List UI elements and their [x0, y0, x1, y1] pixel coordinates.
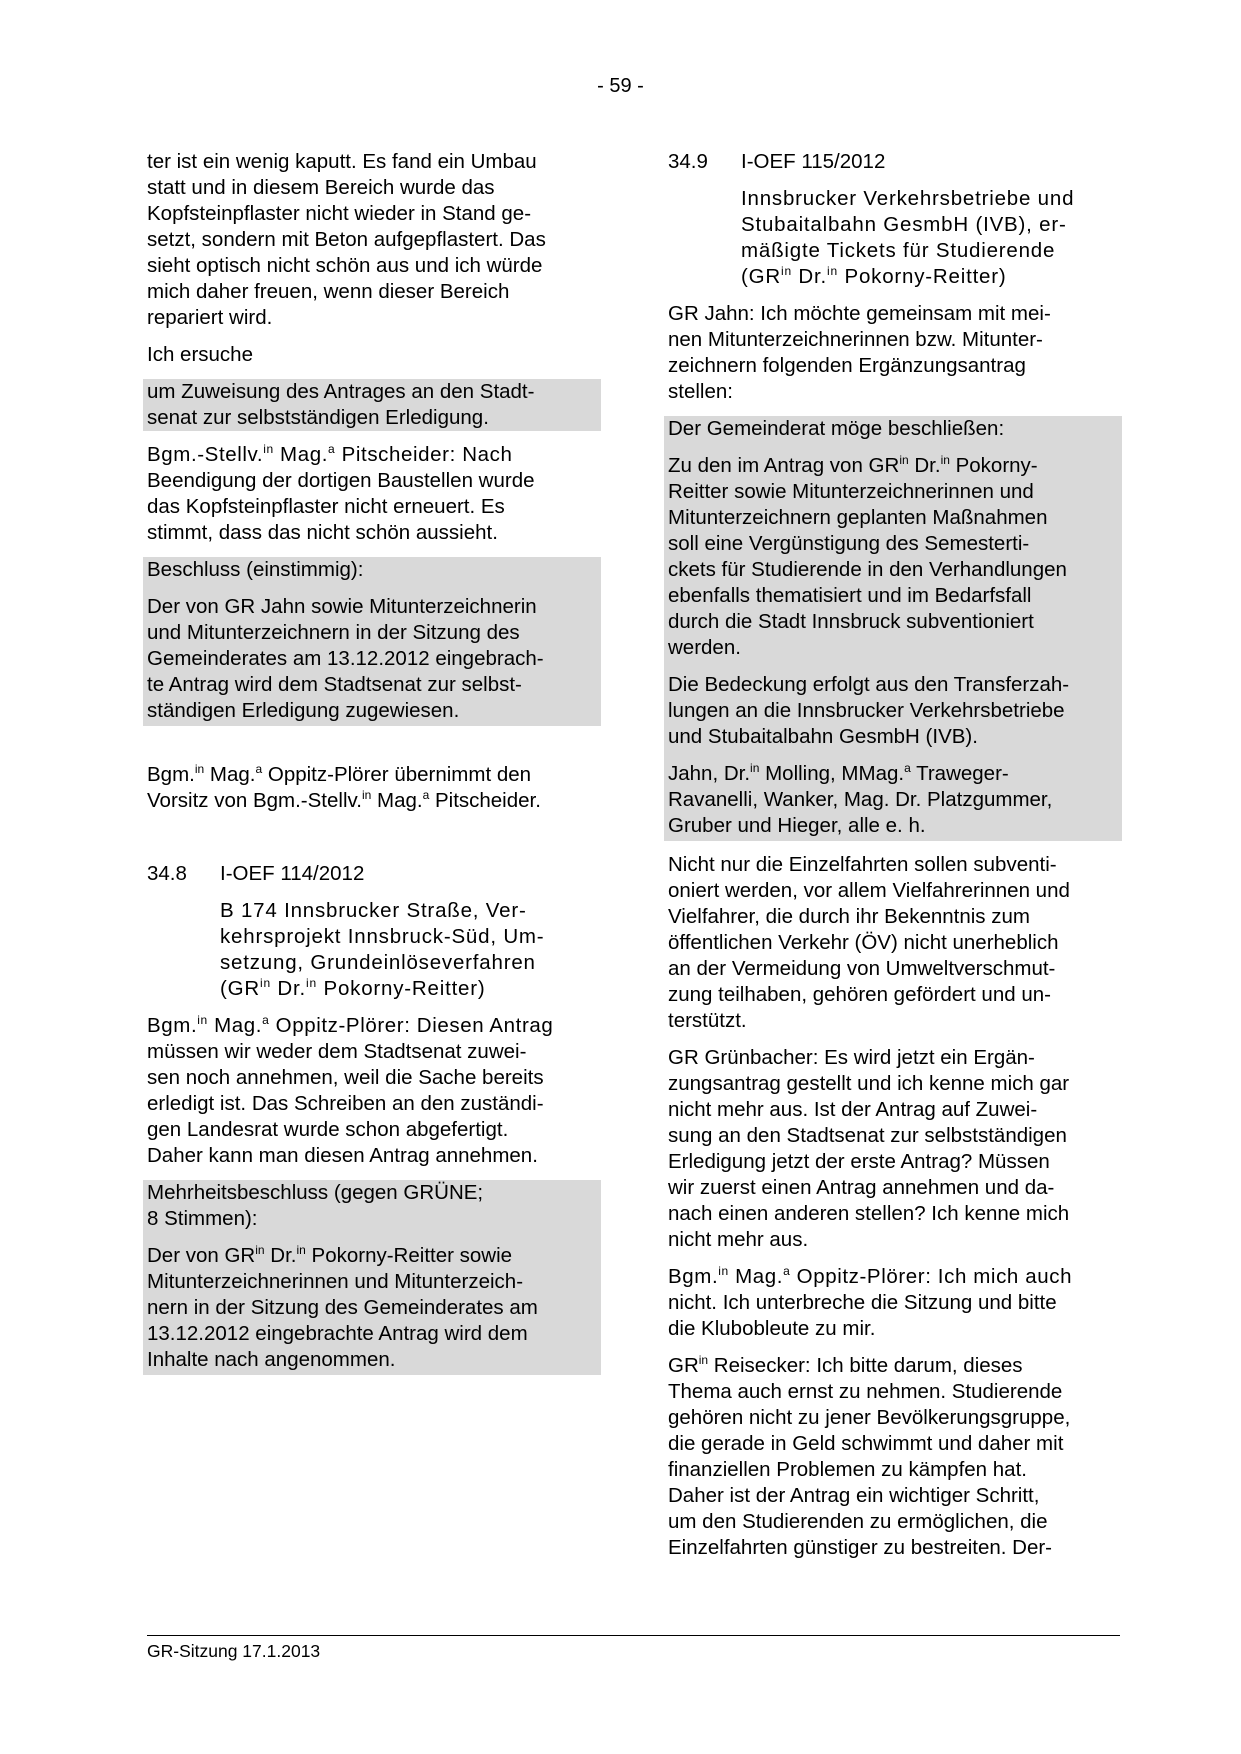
- item-code: I-OEF 115/2012: [741, 150, 886, 173]
- motion-funding: Die Bedeckung erfolgt aus den Transferzah- lungen an die Innsbrucker Verkehrsbetriebe und Stubaitalbahn GesmbH (IVB).: [668, 673, 1070, 748]
- item-34-8-header: [147, 861, 597, 887]
- footer-text: GR-Sitzung 17.1.2013: [147, 1641, 321, 1661]
- left-paragraph-request: Ich ersuche: [147, 343, 253, 366]
- item-number: 34.8: [147, 862, 187, 885]
- motion-signatories: Jahn, Dr.$^{in}$ Molling, MMag.$^a$ Traweger- Ravanelli, Wanker, Mag. Dr. Platzgummer, Gruber und Hieger, alle e. h.: [668, 761, 1053, 837]
- majority-resolution-text: Der von $GR^{in}$ Dr.$^{in}$ Pokorny-Reitter sowie Mitunterzeichnerinnen und Mitunterzeich- nern in der Sitzung des Gemeinderates am 13.12.2012 eingebrachte Antrag wird dem Inhalte nach angenommen.: [147, 1243, 538, 1371]
- motion-text: Zu den im Antrag von $GR^{in}$ Dr.$^{in}$ Pokorny- Reitter sowie Mitunterzeichnerinnen und Mitunterzeichnern geplanten Maßnahmen soll eine Vergünstigung des Semesterti- ckets für Studierende in den Verhandlungen ebenfalls thematisiert und im Bedarfsfall durch die Stadt Innsbruck subventioniert werden.: [668, 453, 1067, 659]
- left-statement-pitscheider: Bgm.-Stellv.$^{in}$ Mag.$^a$ Pitscheider: Nach Beendigung der dortigen Baustellen wurde das Kopfsteinpflaster nicht erneuert. Es stimmt, dass das nicht schön aussieht.: [147, 442, 535, 544]
- motion-heading: Der Gemeinderat möge beschließen:: [668, 417, 1005, 440]
- right-paragraph-subsidy: Nicht nur die Einzelfahrten sollen subventi- oniert werden, vor allem Vielfahrerinnen und Vielfahrer, die durch ihr Bekenntnis zum öffentlichen Verkehr (ÖV) nicht unerheblich an der Vermeidung von Umweltverschmut- zung teilhaben, gehören gefördert und un- terstützt.: [668, 853, 1070, 1032]
- right-column: [668, 149, 1118, 1572]
- right-motion-block: [664, 416, 1122, 841]
- right-statement-jahn: GR Jahn: Ich möchte gemeinsam mit mei- nen Mitunterzeichnerinnen bzw. Mitunter- zeichnern folgenden Ergänzungsantrag stellen:: [668, 302, 1051, 403]
- resolution-text: Der von GR Jahn sowie Mitunterzeichnerin und Mitunterzeichnern in der Sitzung des Gemeinderates am 13.12.2012 eingebrach- te Antrag wird dem Stadtsenat zur selbst- ständigen Erledigung zugewiesen.: [147, 595, 544, 722]
- left-resolution-block-1: [143, 557, 601, 726]
- left-column: [147, 149, 597, 1375]
- left-paragraph-1: ter ist ein wenig kaputt. Es fand ein Umbau statt und in diesem Bereich wurde das Kopfsteinpflaster nicht wieder in Stand ge- setzt, sondern mit Beton aufgepflastert. Das sieht optisch nicht schön aus und ich würde mich daher freuen, wenn dieser Bereich repariert wird.: [147, 150, 546, 329]
- item-code: I-OEF 114/2012: [220, 862, 365, 885]
- item-34-9-header: [668, 149, 1118, 175]
- left-request-highlight: um Zuweisung des Antrages an den Stadt- senat zur selbstständigen Erledigung.: [143, 379, 601, 431]
- footer-divider: [147, 1635, 1120, 1636]
- item-34-8-title: B 174 Innsbrucker Straße, Ver- kehrsprojekt Innsbruck-Süd, Um- setzung, Grundeinlöseverfahren ($GR^{in}$ Dr.$^{in}$ Pokorny-Reitter): [220, 899, 545, 1000]
- right-statement-reisecker: $GR^{in}$ Reisecker: Ich bitte darum, dieses Thema auch ernst zu nehmen. Studierende gehören nicht zu jener Bevölkerungsgruppe, die gerade in Geld schwimmt und daher mit finanziellen Problemen zu kämpfen hat. Daher ist der Antrag ein wichtiger Schritt, um den Studierenden zu ermöglichen, die Einzelfahrten günstiger zu bestreiten. Der-: [668, 1353, 1071, 1559]
- left-statement-oppitz: Bgm.$^{in}$ Mag.$^a$ Oppitz-Plörer: Diesen Antrag müssen wir weder dem Stadtsenat zuwei- sen noch annehmen, weil die Sache bereits erledigt ist. Das Schreiben an den zuständi- gen Landesrat wurde schon abgefertigt. Daher kann man diesen Antrag annehmen.: [147, 1013, 554, 1167]
- resolution-heading: Beschluss (einstimmig):: [147, 558, 364, 581]
- majority-resolution-heading: Mehrheitsbeschluss (gegen GRÜNE; 8 Stimmen):: [147, 1181, 484, 1230]
- left-chair-change: Bgm.$^{in}$ Mag.$^a$ Oppitz-Plörer übernimmt den Vorsitz von Bgm.-Stellv.$^{in}$ Mag.$^a$ Pitscheider.: [147, 762, 541, 812]
- right-statement-oppitz: Bgm.$^{in}$ Mag.$^a$ Oppitz-Plörer: Ich mich auch nicht. Ich unterbreche die Sitzung und bitte die Klubobleute zu mir.: [668, 1264, 1073, 1340]
- item-number: 34.9: [668, 150, 708, 173]
- right-statement-gruenbacher: GR Grünbacher: Es wird jetzt ein Ergän- zungsantrag gestellt und ich kenne mich gar nicht mehr aus. Ist der Antrag auf Zuwei- sung an den Stadtsenat zur selbstständigen Erledigung jetzt der erste Antrag? Müssen wir zuerst einen Antrag annehmen und da- nach einen anderen stellen? Ich kenne mich nicht mehr aus.: [668, 1046, 1070, 1251]
- speaker: Bgm.-Stellv.$^{in}$ Mag.$^a$ Pitscheider: Nach: [147, 442, 513, 466]
- page-number: - 59 -: [597, 75, 644, 97]
- left-resolution-block-2: [143, 1180, 601, 1375]
- item-34-9-title: Innsbrucker Verkehrsbetriebe und Stubaitalbahn GesmbH (IVB), er- mäßigte Tickets für Studierende ($GR^{in}$ Dr.$^{in}$ Pokorny-Reitter): [741, 187, 1075, 288]
